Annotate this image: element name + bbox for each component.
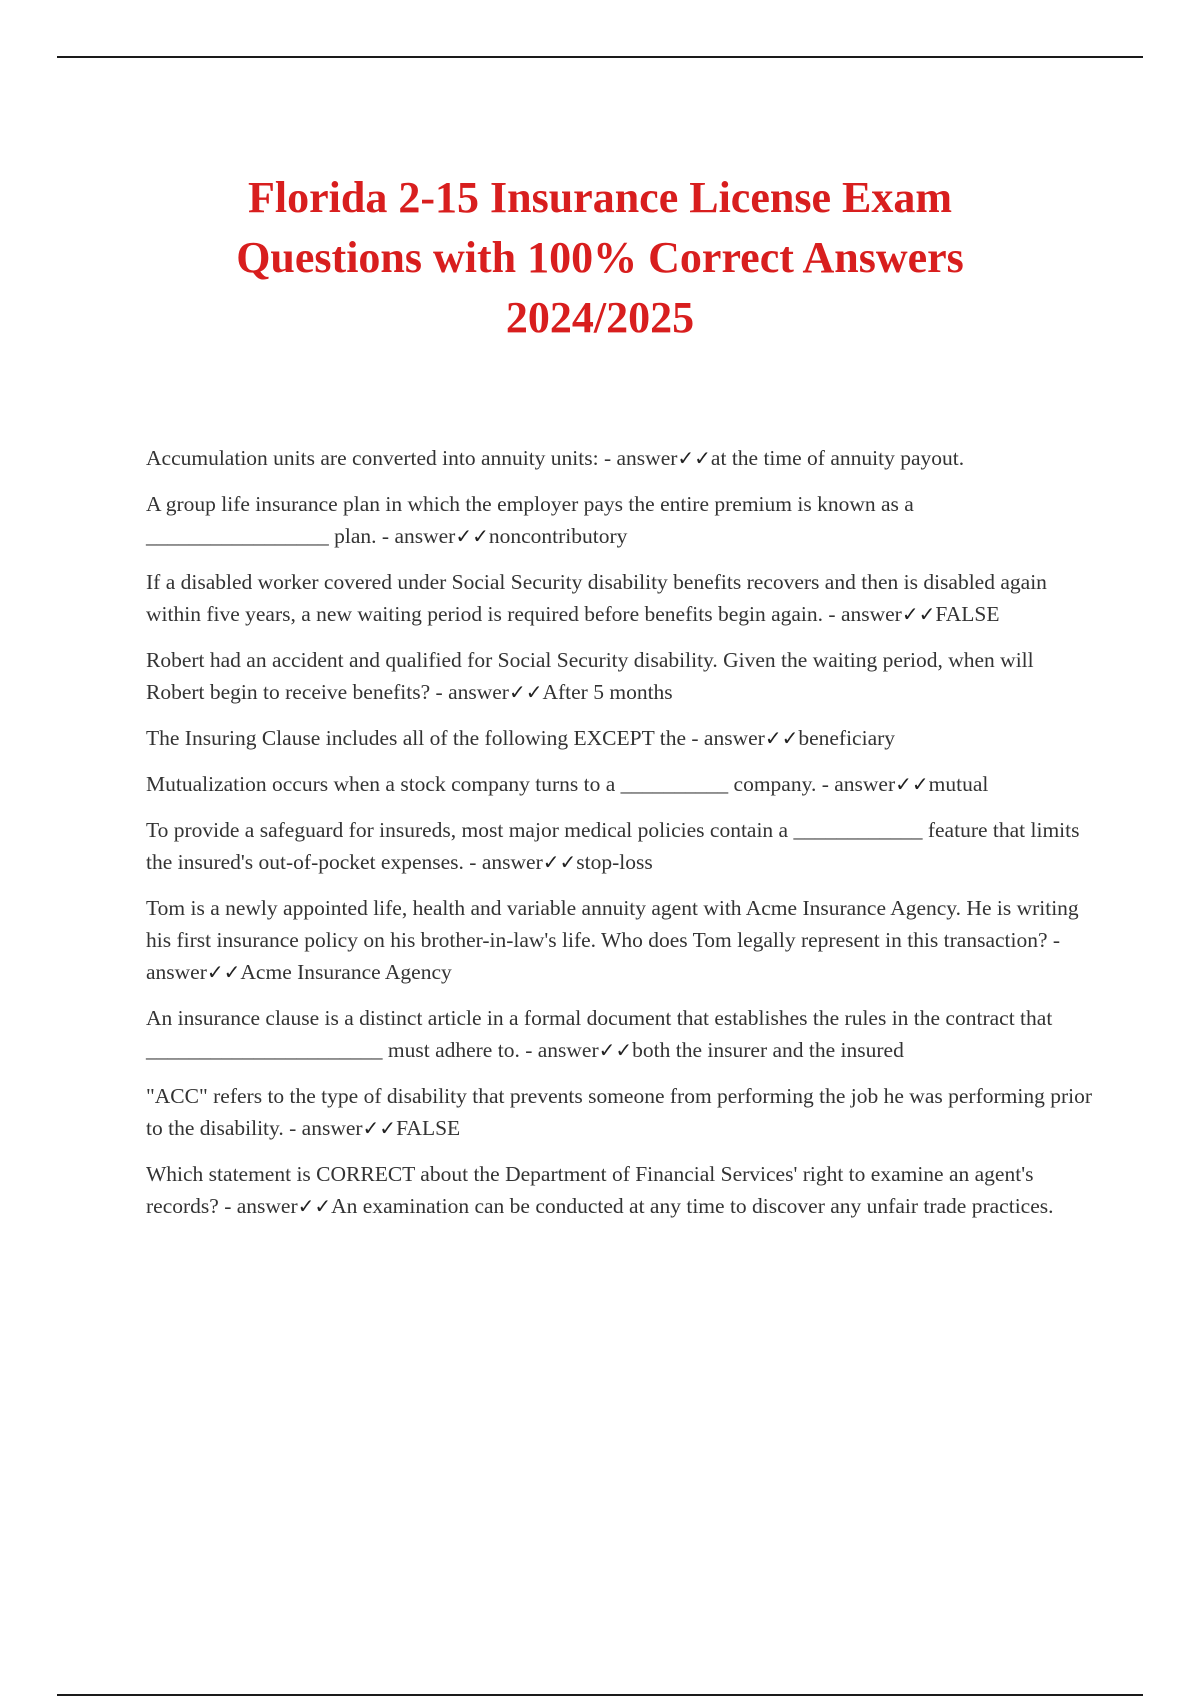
question-text: Robert had an accident and qualified for Social Security disability. Given the waiting period, when will Robert begin to receive benefits? - xyxy=(146,648,1034,704)
answer-marker: answer xyxy=(394,524,456,548)
double-check-icon: ✓✓ xyxy=(764,726,799,750)
qa-item xyxy=(146,1158,1096,1222)
answer-text: After 5 months xyxy=(542,680,673,704)
document-title xyxy=(150,168,1050,348)
double-check-icon: ✓✓ xyxy=(677,446,711,470)
double-check-icon: ✓✓ xyxy=(895,772,929,796)
qa-item xyxy=(146,644,1096,708)
question-text: Which statement is CORRECT about the Department of Financial Services' right to examine an agent's records? - xyxy=(146,1162,1034,1218)
qa-item xyxy=(146,566,1096,630)
double-check-icon: ✓✓ xyxy=(455,524,489,548)
double-check-icon: ✓✓ xyxy=(901,602,936,626)
answer-text: An examination can be conducted at any time to discover any unfair trade practices. xyxy=(331,1194,1054,1218)
double-check-icon: ✓✓ xyxy=(297,1194,332,1218)
qa-item xyxy=(146,892,1096,988)
answer-text: FALSE xyxy=(396,1116,461,1140)
question-answer-list xyxy=(146,442,1096,1236)
question-text: To provide a safeguard for insureds, most major medical policies contain a ____________ feature that limits the insured's out-of-pocket expenses. - xyxy=(146,818,1080,874)
title-line: Questions with 100% Correct Answers xyxy=(236,233,964,282)
title-line: 2024/2025 xyxy=(505,293,695,342)
qa-item xyxy=(146,768,1096,800)
qa-item xyxy=(146,1002,1096,1066)
answer-text: both the insurer and the insured xyxy=(632,1038,904,1062)
double-check-icon: ✓✓ xyxy=(508,680,543,704)
answer-marker: answer xyxy=(703,726,765,750)
double-check-icon: ✓✓ xyxy=(542,850,577,874)
question-text: "ACC" refers to the type of disability that prevents someone from performing the job he was performing prior to the disability. - xyxy=(146,1084,1092,1140)
answer-text: stop-loss xyxy=(576,850,653,874)
bottom-rule xyxy=(57,1694,1143,1696)
answer-marker: answer xyxy=(448,680,509,704)
question-text: If a disabled worker covered under Social Security disability benefits recovers and then is disabled again within five years, a new waiting period is required before benefits begin again. - xyxy=(146,570,1047,626)
double-check-icon: ✓✓ xyxy=(362,1116,397,1140)
title-line: Florida 2-15 Insurance License Exam xyxy=(248,173,952,222)
question-text: An insurance clause is a distinct article in a formal document that establishes the rules in the contract that ______________________ must adhere to. - xyxy=(146,1006,1053,1062)
question-text: Accumulation units are converted into annuity units: - xyxy=(146,446,612,470)
answer-marker: answer xyxy=(537,1038,599,1062)
question-text: Mutualization occurs when a stock company turns to a __________ company. - xyxy=(146,772,829,796)
qa-item xyxy=(146,814,1096,878)
top-rule xyxy=(57,56,1143,58)
answer-marker: answer xyxy=(840,602,902,626)
answer-text: mutual xyxy=(928,772,989,796)
qa-item xyxy=(146,488,1096,552)
question-text: The Insuring Clause includes all of the following EXCEPT the - xyxy=(146,726,699,750)
double-check-icon: ✓✓ xyxy=(598,1038,633,1062)
answer-text: beneficiary xyxy=(798,726,896,750)
answer-text: at the time of annuity payout. xyxy=(710,446,965,470)
answer-marker: answer xyxy=(481,850,543,874)
question-text: A group life insurance plan in which the employer pays the entire premium is known as a _________________ plan. - xyxy=(146,492,914,548)
qa-item xyxy=(146,1080,1096,1144)
answer-text: Acme Insurance Agency xyxy=(240,960,452,984)
answer-marker: answer xyxy=(146,960,207,984)
answer-text: FALSE xyxy=(935,602,1000,626)
qa-item xyxy=(146,722,1096,754)
double-check-icon: ✓✓ xyxy=(206,960,241,984)
answer-text: noncontributory xyxy=(488,524,628,548)
answer-marker: answer xyxy=(236,1194,298,1218)
answer-marker: answer xyxy=(834,772,896,796)
answer-marker: answer xyxy=(616,446,678,470)
answer-marker: answer xyxy=(301,1116,363,1140)
question-text: Tom is a newly appointed life, health and variable annuity agent with Acme Insurance Agency. He is writing his first insurance policy on his brother-in-law's life. Who does Tom legally represent in this transaction? - xyxy=(146,896,1079,952)
qa-item xyxy=(146,442,1096,474)
